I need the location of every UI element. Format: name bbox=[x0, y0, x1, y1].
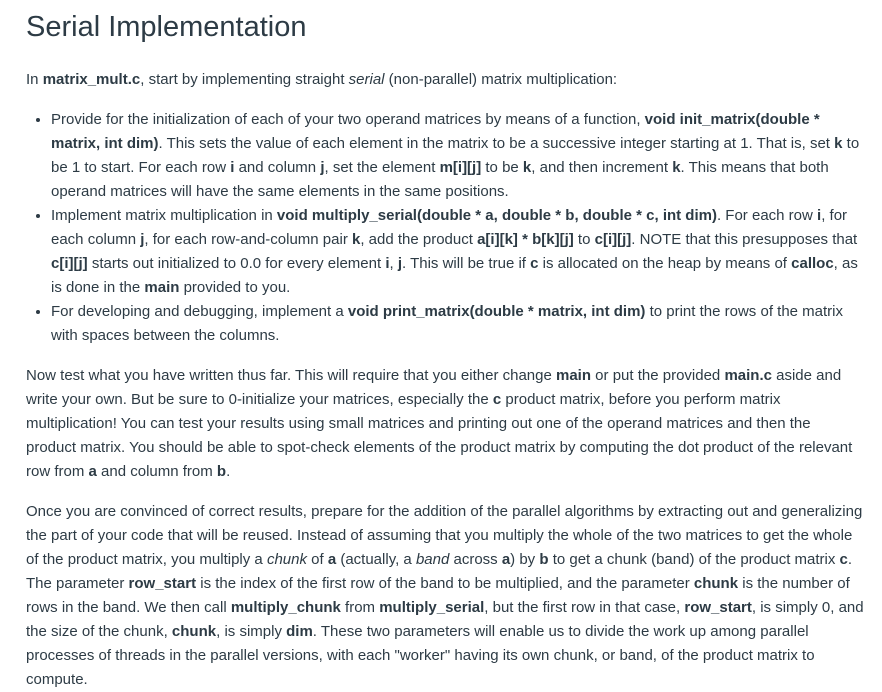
text-run: is the index of the first row of the band to be multiplied, and the parameter bbox=[196, 575, 694, 592]
text-run: and column bbox=[234, 159, 321, 176]
text-run: to bbox=[573, 231, 595, 248]
bold-code-text: b bbox=[216, 463, 227, 480]
bold-code-text: j bbox=[140, 231, 145, 248]
text-run: to be bbox=[481, 159, 523, 176]
text-run: aside and write your own. But be sure to 0-initialize your matrices, especially the bbox=[26, 367, 842, 408]
text-run: . This will be true if bbox=[402, 255, 531, 272]
text-run: starts out initialized to 0.0 for every element bbox=[87, 255, 386, 272]
text-run: or put the provided bbox=[591, 367, 725, 384]
text-run: provided to you. bbox=[179, 279, 291, 296]
text-run: product matrix, before you perform matrix multiplication! You can test your results using small matrices and printing out one of the operand matrices and then the product matrix. You should be able to spot-check elements of the product matrix by computing the dot product of the relevant row from bbox=[26, 391, 853, 480]
emphasis-text: chunk bbox=[266, 551, 307, 568]
bold-code-text: void multiply_serial(double * a, double * b, double * c, int dim) bbox=[276, 207, 717, 224]
bold-code-text: chunk bbox=[171, 623, 217, 640]
text-run: to be 1 to start. For each row bbox=[51, 135, 860, 176]
text-run: , as is done in the bbox=[51, 255, 858, 296]
text-run: . This sets the value of each element in the matrix to be a successive integer starting at 1. That is, set bbox=[158, 135, 835, 152]
text-run: For developing and debugging, implement a bbox=[51, 303, 348, 320]
bold-code-text: chunk bbox=[693, 575, 739, 592]
text-run: (actually, a bbox=[336, 551, 416, 568]
bold-code-text: c bbox=[839, 551, 848, 568]
bold-code-text: a bbox=[501, 551, 511, 568]
text-run: . The parameter bbox=[26, 551, 853, 592]
text-run: to get a chunk (band) of the product matrix bbox=[548, 551, 840, 568]
bold-code-text: i bbox=[817, 207, 822, 224]
text-run: . These two parameters will enable us to divide the work up among parallel processes of threads in the parallel versions, with each "worker" having its own chunk, or band, of the product matrix to compute. bbox=[26, 623, 815, 688]
bold-code-text: multiply_serial bbox=[379, 599, 485, 616]
text-run: to print the rows of the matrix with spaces between the columns. bbox=[51, 303, 843, 344]
bold-code-text: void print_matrix(double * matrix, int dim) bbox=[347, 303, 646, 320]
bold-code-text: multiply_chunk bbox=[230, 599, 341, 616]
bold-code-text: matrix_mult.c bbox=[42, 71, 141, 88]
text-run: , is simply bbox=[216, 623, 287, 640]
testing-paragraph bbox=[26, 364, 864, 484]
text-run: (non-parallel) matrix multiplication: bbox=[384, 71, 618, 88]
bold-code-text: a bbox=[88, 463, 97, 480]
bold-code-text: j bbox=[397, 255, 403, 272]
text-run: Once you are convinced of correct results, prepare for the addition of the parallel algorithms by extracting out and generalizing the part of your code that will be reused. Instead of assuming that you multiply the whole of the two matrices to get the whole of the product matrix, you multiply a bbox=[26, 503, 863, 568]
text-run: , for each column bbox=[51, 207, 848, 248]
text-run: . bbox=[226, 463, 231, 480]
list-item-print-matrix bbox=[51, 300, 864, 348]
bold-code-text: main.c bbox=[724, 367, 772, 384]
bold-code-text: k bbox=[351, 231, 361, 248]
text-run: , but the first row in that case, bbox=[484, 599, 685, 616]
bold-code-text: a bbox=[327, 551, 337, 568]
text-run: , for each row-and-column pair bbox=[144, 231, 352, 248]
bold-code-text: c[i][j] bbox=[594, 231, 632, 248]
list-item-init-matrix bbox=[51, 108, 864, 204]
bold-code-text: m[i][j] bbox=[439, 159, 482, 176]
text-run: , add the product bbox=[360, 231, 478, 248]
chunk-paragraph bbox=[26, 500, 864, 692]
text-run: , bbox=[389, 255, 398, 272]
bold-code-text: c[i][j] bbox=[51, 255, 88, 272]
text-run: , set the element bbox=[324, 159, 440, 176]
bold-code-text: row_start bbox=[684, 599, 752, 616]
text-run: across bbox=[449, 551, 502, 568]
bold-code-text: void init_matrix(double * matrix, int dim) bbox=[51, 111, 820, 152]
text-run: of bbox=[306, 551, 328, 568]
bold-code-text: row_start bbox=[128, 575, 197, 592]
bold-code-text: i bbox=[230, 159, 235, 176]
requirements-list bbox=[26, 108, 864, 348]
section-heading: Serial Implementation bbox=[26, 11, 307, 43]
bold-code-text: a[i][k] * b[k][j] bbox=[477, 231, 574, 248]
text-run: , is simply 0, and the size of the chunk, bbox=[26, 599, 864, 640]
text-run: In bbox=[26, 71, 43, 88]
text-run: is allocated on the heap by means of bbox=[538, 255, 792, 272]
bold-code-text: c bbox=[530, 255, 539, 272]
bold-code-text: main bbox=[144, 279, 180, 296]
text-run: Now test what you have written thus far. This will require that you either change bbox=[26, 367, 556, 384]
text-run: , and then increment bbox=[531, 159, 673, 176]
bold-code-text: i bbox=[385, 255, 390, 272]
text-run: . For each row bbox=[716, 207, 818, 224]
bold-code-text: k bbox=[672, 159, 681, 176]
bold-code-text: b bbox=[539, 551, 549, 568]
bold-code-text: main bbox=[556, 367, 592, 384]
emphasis-text: band bbox=[415, 551, 450, 568]
bold-code-text: c bbox=[492, 391, 502, 408]
text-run: is the number of rows in the band. We then call bbox=[26, 575, 850, 616]
text-run: from bbox=[340, 599, 380, 616]
bold-code-text: calloc bbox=[791, 255, 834, 272]
bold-code-text: j bbox=[320, 159, 325, 176]
bold-code-text: k bbox=[834, 135, 843, 152]
text-run: ) by bbox=[510, 551, 540, 568]
text-run: . This means that both operand matrices will have the same elements in the same positions. bbox=[51, 159, 829, 200]
emphasis-text: serial bbox=[348, 71, 385, 88]
bold-code-text: dim bbox=[286, 623, 313, 640]
text-run: and column from bbox=[96, 463, 217, 480]
list-item-multiply-serial bbox=[51, 204, 864, 300]
text-run: Provide for the initialization of each of your two operand matrices by means of a function, bbox=[51, 111, 645, 128]
text-run: . NOTE that this presupposes that bbox=[631, 231, 858, 248]
text-run: Implement matrix multiplication in bbox=[51, 207, 277, 224]
intro-paragraph bbox=[26, 68, 864, 92]
text-run: , start by implementing straight bbox=[140, 71, 349, 88]
bold-code-text: k bbox=[522, 159, 532, 176]
